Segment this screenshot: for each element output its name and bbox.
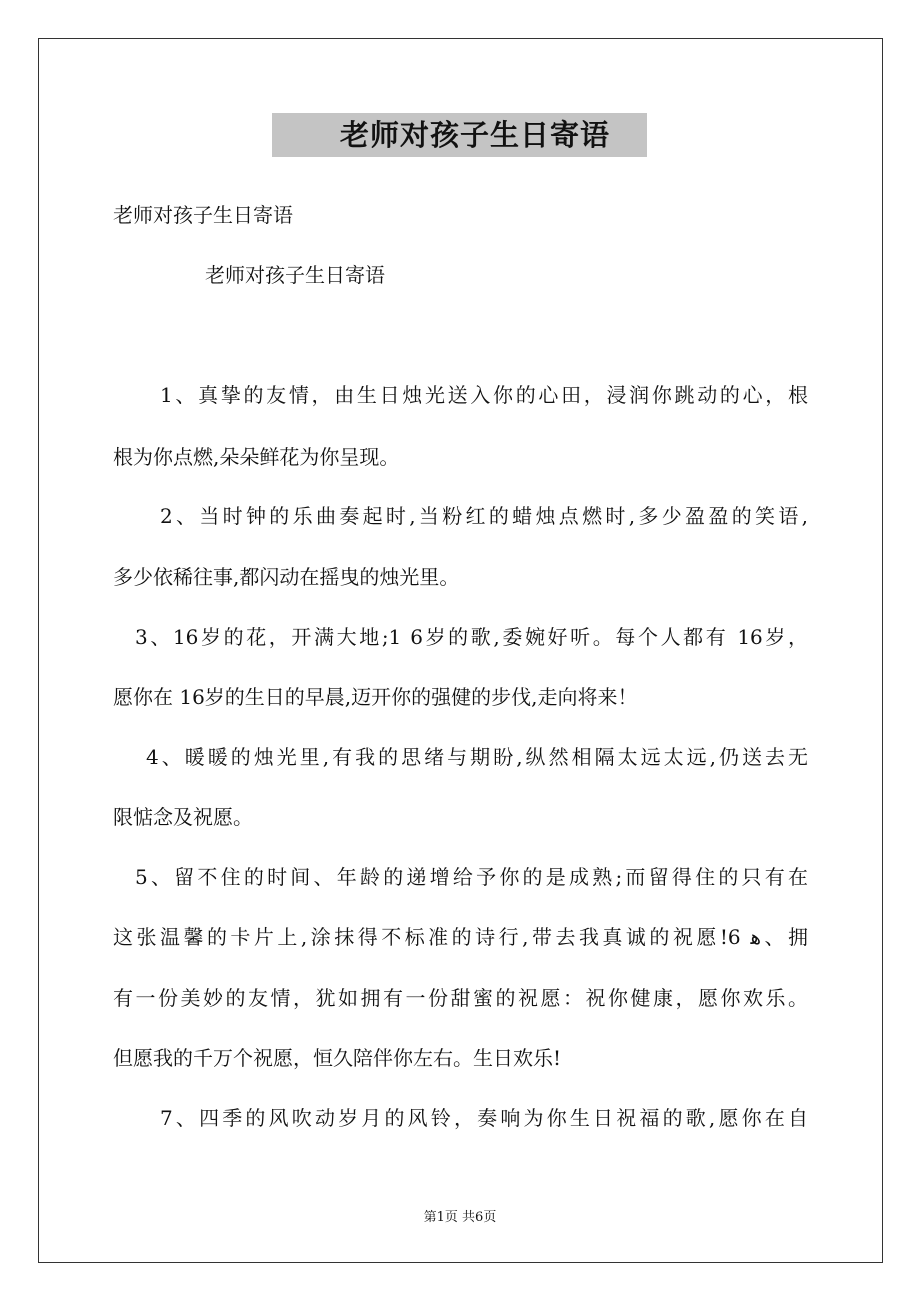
paragraph-line: 7、四季的风吹动岁月的风铃，奏响为你生日祝福的歌,愿你在自: [160, 1106, 808, 1130]
paragraph-line: 根为你点燃,朵朵鲜花为你呈现。: [113, 445, 400, 469]
document-title: 老师对孩子生日寄语: [272, 113, 647, 157]
subtitle: 老师对孩子生日寄语: [113, 203, 293, 227]
paragraph-line: 1、真挚的友情，由生日烛光送入你的心田，浸润你跳动的心，根: [160, 383, 808, 407]
paragraph-line: 愿你在 16岁的生日的早晨,迈开你的强健的步伐,走向将来！: [113, 685, 638, 709]
paragraph-line: 这张温馨的卡片上,涂抹得不标准的诗行,带去我真诚的祝愿!6 ﻫ、拥: [113, 925, 808, 949]
paragraph-line: 4、暖暖的烛光里,有我的思绪与期盼,纵然相隔太远太远,仍送去无: [146, 745, 808, 769]
subtitle-indented: 老师对孩子生日寄语: [205, 263, 385, 287]
paragraph-line: 5、留不住的时间、年龄的递增给予你的是成熟;而留得住的只有在: [135, 865, 808, 889]
paragraph-line: 3、16岁的花，开满大地;1 6岁的歌,委婉好听。每个人都有 16岁，: [135, 625, 808, 649]
paragraph-line: 但愿我的千万个祝愿，恒久陪伴你左右。生日欢乐!: [113, 1046, 562, 1070]
paragraph-line: 有一份美妙的友情，犹如拥有一份甜蜜的祝愿：祝你健康，愿你欢乐。: [113, 986, 808, 1010]
page-number-footer: 第1页 共6页: [423, 1210, 497, 1225]
paragraph-line: 多少依稀往事,都闪动在摇曳的烛光里。: [113, 565, 460, 589]
paragraph-line: 2、当时钟的乐曲奏起时,当粉红的蜡烛点燃时,多少盈盈的笑语,: [160, 504, 808, 528]
paragraph-line: 限惦念及祝愿。: [113, 805, 253, 829]
